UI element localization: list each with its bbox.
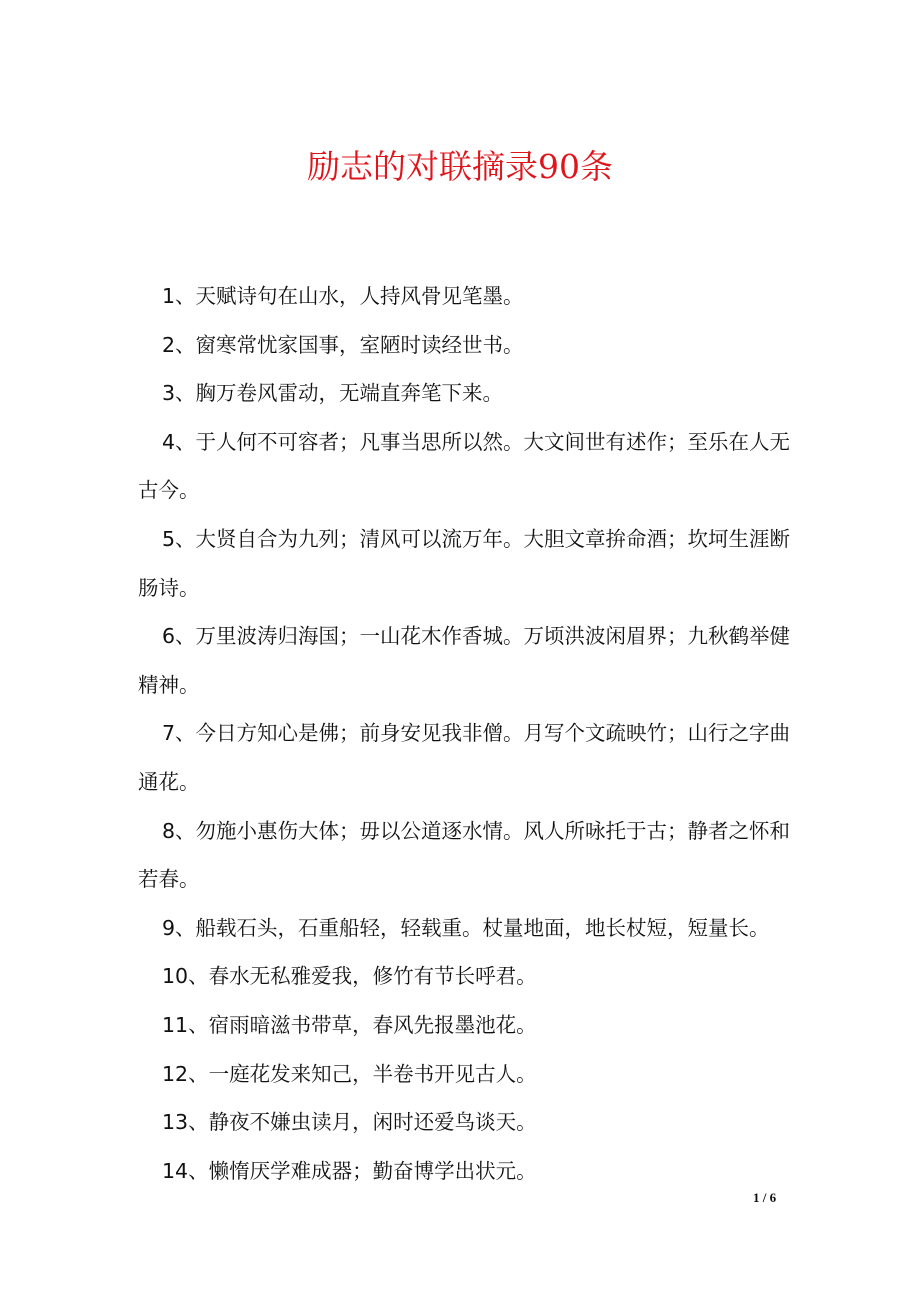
list-item: 11、宿雨暗滋书带草，春风先报墨池花。 (162, 1012, 537, 1037)
list-item: 3、胸万卷风雷动，无端直奔笔下来。 (162, 381, 504, 406)
couplet-list (138, 272, 806, 1195)
list-item: 1、天赋诗句在山水，人持风骨见笔墨。 (162, 284, 524, 308)
list-item: 10、春水无私雅爱我，修竹有节长呼君。 (162, 964, 537, 989)
page-number: 1 / 6 (753, 1190, 777, 1205)
document-title: 励志的对联摘录90条 (307, 147, 613, 186)
list-item: 9、船载石头，石重船轻，轻载重。杖量地面，地长杖短，短量长。 (162, 915, 770, 940)
list-item: 7、今日方知心是佛；前身安见我非僧。月写个文疏映竹；山行之字曲通花。 (138, 721, 791, 794)
list-item: 12、一庭花发来知己，半卷书开见古人。 (162, 1061, 537, 1086)
list-item: 13、静夜不嫌虫读月，闲时还爱鸟谈天。 (162, 1110, 537, 1135)
list-item: 5、大贤自合为九列；清风可以流万年。大胆文章拚命酒；坎坷生涯断肠诗。 (138, 526, 791, 600)
list-item: 14、懒惰厌学难成器；勤奋博学出状元。 (162, 1158, 537, 1183)
list-item: 4、于人何不可容者；凡事当思所以然。大文间世有述作；至乐在人无古今。 (138, 429, 791, 503)
list-item: 2、窗寒常忧家国事，室陋时读经世书。 (162, 332, 524, 357)
list-item: 8、勿施小惠伤大体；毋以公道逐水情。风人所咏托于古；静者之怀和若春。 (138, 818, 791, 892)
list-item: 6、万里波涛归海国；一山花木作香城。万顷洪波闲眉界；九秋鹤举健精神。 (138, 624, 791, 697)
